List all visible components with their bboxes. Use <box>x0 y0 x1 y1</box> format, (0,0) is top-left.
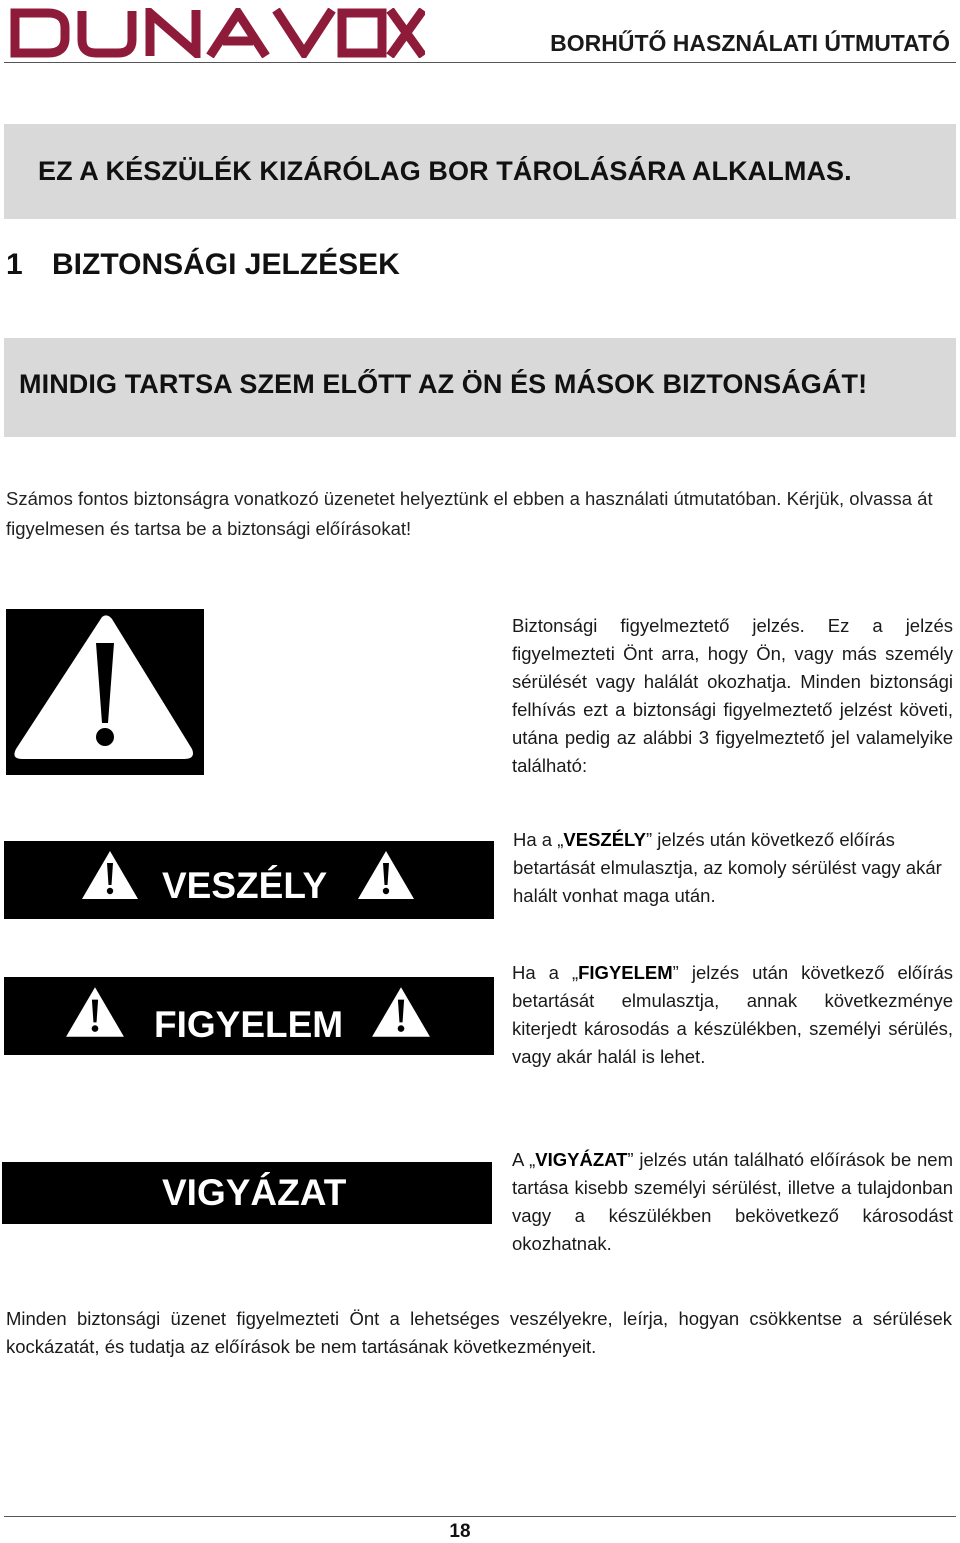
warning-signal-label: FIGYELEM <box>154 1004 344 1045</box>
safety-banner <box>4 338 956 437</box>
document-title: BORHŰTŐ HASZNÁLATI ÚTMUTATÓ <box>550 30 950 56</box>
danger-description <box>513 826 953 910</box>
warning-description-post: ” jelzés után következő előírás betartását elmulasztja, annak következménye kiterjedt károsodás a készülékben, személyi sérülés, vagy akár halál is lehet. <box>512 962 953 1067</box>
section-number: 1 <box>6 248 23 281</box>
caution-signal-panel <box>2 1162 492 1224</box>
warning-triangle-icon <box>80 849 140 901</box>
caution-signal-label: VIGYÁZAT <box>162 1172 347 1213</box>
caution-description-pre: A „ <box>512 1149 536 1170</box>
caution-keyword: VIGYÁZAT <box>535 1149 628 1170</box>
danger-description-pre: Ha a „ <box>513 829 564 850</box>
closing-paragraph: Minden biztonsági üzenet figyelmezteti Önt a lehetséges veszélyekre, leírja, hogyan csökkentse a sérülések kockázatát, és tudatja az előírások be nem tartásának következményeit. <box>6 1308 952 1357</box>
section-heading <box>6 248 400 282</box>
wine-only-banner <box>4 124 956 219</box>
warning-triangle-icon <box>6 609 204 775</box>
danger-description-post: ” jelzés után következő előírás betartását elmulasztja, az komoly sérülést vagy akár halált vonhat maga után. <box>513 829 942 906</box>
intro-paragraph: Számos fontos biztonságra vonatkozó üzenetet helyeztünk el ebben a használati útmutatóban. Kérjük, olvassa át figyelmesen és tartsa be a biztonsági előírásokat! <box>6 488 933 539</box>
header-divider <box>4 62 956 63</box>
warning-description-pre: Ha a „ <box>512 962 579 983</box>
danger-keyword: VESZÉLY <box>563 829 646 850</box>
alert-symbol-description: Biztonsági figyelmeztető jelzés. Ez a jelzés figyelmezteti Önt arra, hogy Ön, vagy más személy sérülését vagy halálát okozhatja. Minden biztonsági felhívás ezt a biztonsági figyelmeztető jelzést követi, utána pedig az alábbi 3 figyelmeztető jel valamelyike található: <box>512 615 953 776</box>
danger-signal-label: VESZÉLY <box>162 865 328 906</box>
warning-signal-panel <box>4 977 494 1055</box>
warning-triangle-icon <box>356 849 416 901</box>
warning-keyword: FIGYELEM <box>578 962 673 983</box>
warning-triangle-icon <box>370 985 432 1039</box>
safety-banner-text: MINDIG TARTSA SZEM ELŐTT AZ ÖN ÉS MÁSOK BIZTONSÁGÁT! <box>19 369 868 399</box>
wine-only-notice: EZ A KÉSZÜLÉK KIZÁRÓLAG BOR TÁROLÁSÁRA ALKALMAS. <box>38 156 852 186</box>
warning-triangle-icon <box>64 985 126 1039</box>
warning-description <box>512 959 953 1071</box>
brand-logo <box>10 8 425 58</box>
page-number: 18 <box>449 1521 471 1542</box>
dunavox-logo <box>10 8 425 58</box>
section-title: BIZTONSÁGI JELZÉSEK <box>52 248 400 281</box>
danger-signal-panel <box>4 841 494 919</box>
footer-divider <box>4 1516 956 1517</box>
safety-alert-symbol <box>6 609 204 775</box>
caution-description <box>512 1146 953 1258</box>
caution-description-post: ” jelzés után található előírások be nem tartása kisebb személyi sérülést, illetve a tulajdonban vagy a készülékben bekövetkező károsodást okozhatnak. <box>512 1149 953 1254</box>
